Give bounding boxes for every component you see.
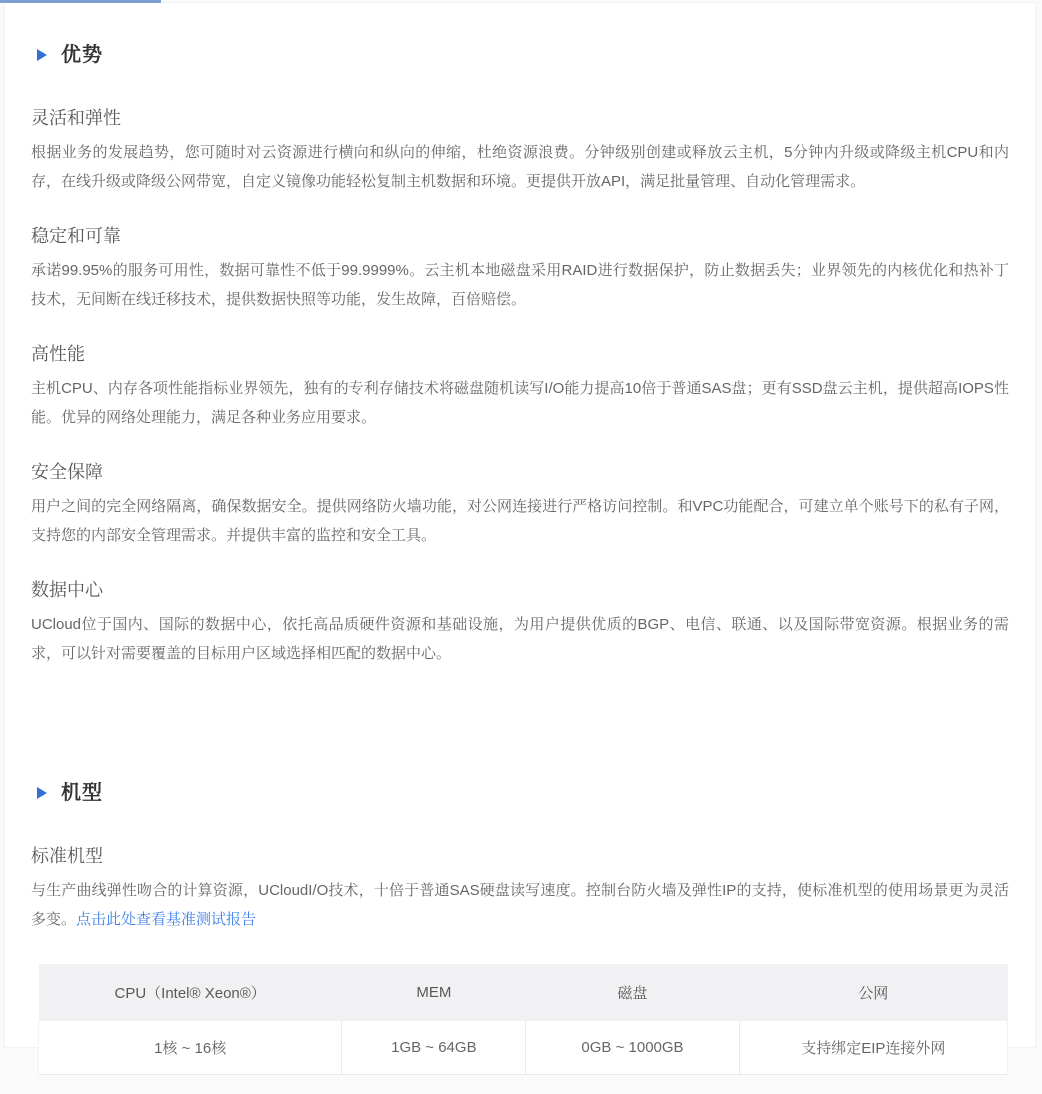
section-title-advantages: 优势 — [61, 44, 103, 66]
machine-spec-table — [38, 964, 1008, 1075]
triangle-bullet-icon — [37, 49, 47, 61]
feature-text: 用户之间的完全网络隔离，确保数据安全。提供网络防火墙功能，对公网连接进行严格访问控制。和VPC功能配合，可建立单个账号下的私有子网，支持您的内部安全管理需求。并提供丰富的监控和安全工具。 — [31, 498, 1009, 544]
feature-text: UCloud位于国内、国际的数据中心，依托高品质硬件资源和基础设施，为用户提供优质的BGP、电信、联通、以及国际带宽资源。根据业务的需求，可以针对需要覆盖的目标用户区域选择相匹配的数据中心。 — [31, 616, 1009, 662]
feature-text: 根据业务的发展趋势，您可随时对云资源进行横向和纵向的伸缩，杜绝资源浪费。分钟级别创建或释放云主机，5分钟内升级或降级主机CPU和内存，在线升级或降级公网带宽，自定义镜像功能轻松复制主机数据和环境。更提供开放API，满足批量管理、自动化管理需求。 — [31, 144, 1009, 190]
feature-heading: 标准机型 — [31, 846, 103, 866]
table-header-row — [39, 964, 1008, 1021]
section-machine-types — [31, 668, 1009, 1075]
section-header-machine-types — [31, 668, 1009, 806]
top-accent-bar — [0, 0, 161, 3]
feature-text-body: 与生产曲线弹性吻合的计算资源，UCloudI/O技术，十倍于普通SAS硬盘读写速度。控制台防火墙及弹性IP的支持，使标准机型的使用场景更为灵活多变。 — [31, 882, 1009, 928]
benchmark-report-link[interactable]: 点击此处查看基准测试报告 — [76, 911, 257, 928]
feature-heading: 稳定和可靠 — [31, 226, 121, 246]
feature-block-security — [31, 459, 1009, 550]
feature-heading: 数据中心 — [31, 580, 103, 600]
table-cell-mem: 1GB ~ 64GB — [342, 1021, 526, 1074]
feature-block-datacenter — [31, 577, 1009, 668]
section-title-machine-types: 机型 — [61, 782, 103, 804]
section-advantages — [31, 3, 1009, 668]
feature-text: 承诺99.95%的服务可用性，数据可靠性不低于99.9999%。云主机本地磁盘采用RAID进行数据保护，防止数据丢失；业界领先的内核优化和热补丁技术，无间断在线迁移技术，提供数据快照等功能，发生故障，百倍赔偿。 — [31, 262, 1009, 308]
table-cell-cpu: 1核 ~ 16核 — [39, 1021, 342, 1074]
feature-block-flexibility — [31, 105, 1009, 196]
feature-heading: 灵活和弹性 — [31, 108, 121, 128]
table-header-cpu: CPU（Intel® Xeon®） — [39, 964, 342, 1021]
feature-block-standard-type — [31, 843, 1009, 934]
feature-text — [31, 876, 1009, 934]
feature-block-stability — [31, 223, 1009, 314]
table-cell-disk: 0GB ~ 1000GB — [526, 1021, 739, 1074]
content-card — [4, 2, 1036, 1057]
feature-text: 主机CPU、内存各项性能指标业界领先，独有的专利存储技术将磁盘随机读写I/O能力提高10倍于普通SAS盘；更有SSD盘云主机，提供超高IOPS性能。优异的网络处理能力，满足各种业务应用要求。 — [31, 380, 1009, 426]
table-cell-network: 支持绑定EIP连接外网 — [739, 1021, 1007, 1074]
triangle-bullet-icon — [37, 787, 47, 799]
table-header-mem: MEM — [342, 964, 526, 1021]
feature-block-performance — [31, 341, 1009, 432]
table-row — [39, 1021, 1008, 1074]
feature-heading: 高性能 — [31, 344, 85, 364]
table-header-disk: 磁盘 — [526, 964, 739, 1021]
table-header-network: 公网 — [739, 964, 1007, 1021]
feature-heading: 安全保障 — [31, 462, 103, 482]
section-header-advantages — [31, 3, 1009, 68]
